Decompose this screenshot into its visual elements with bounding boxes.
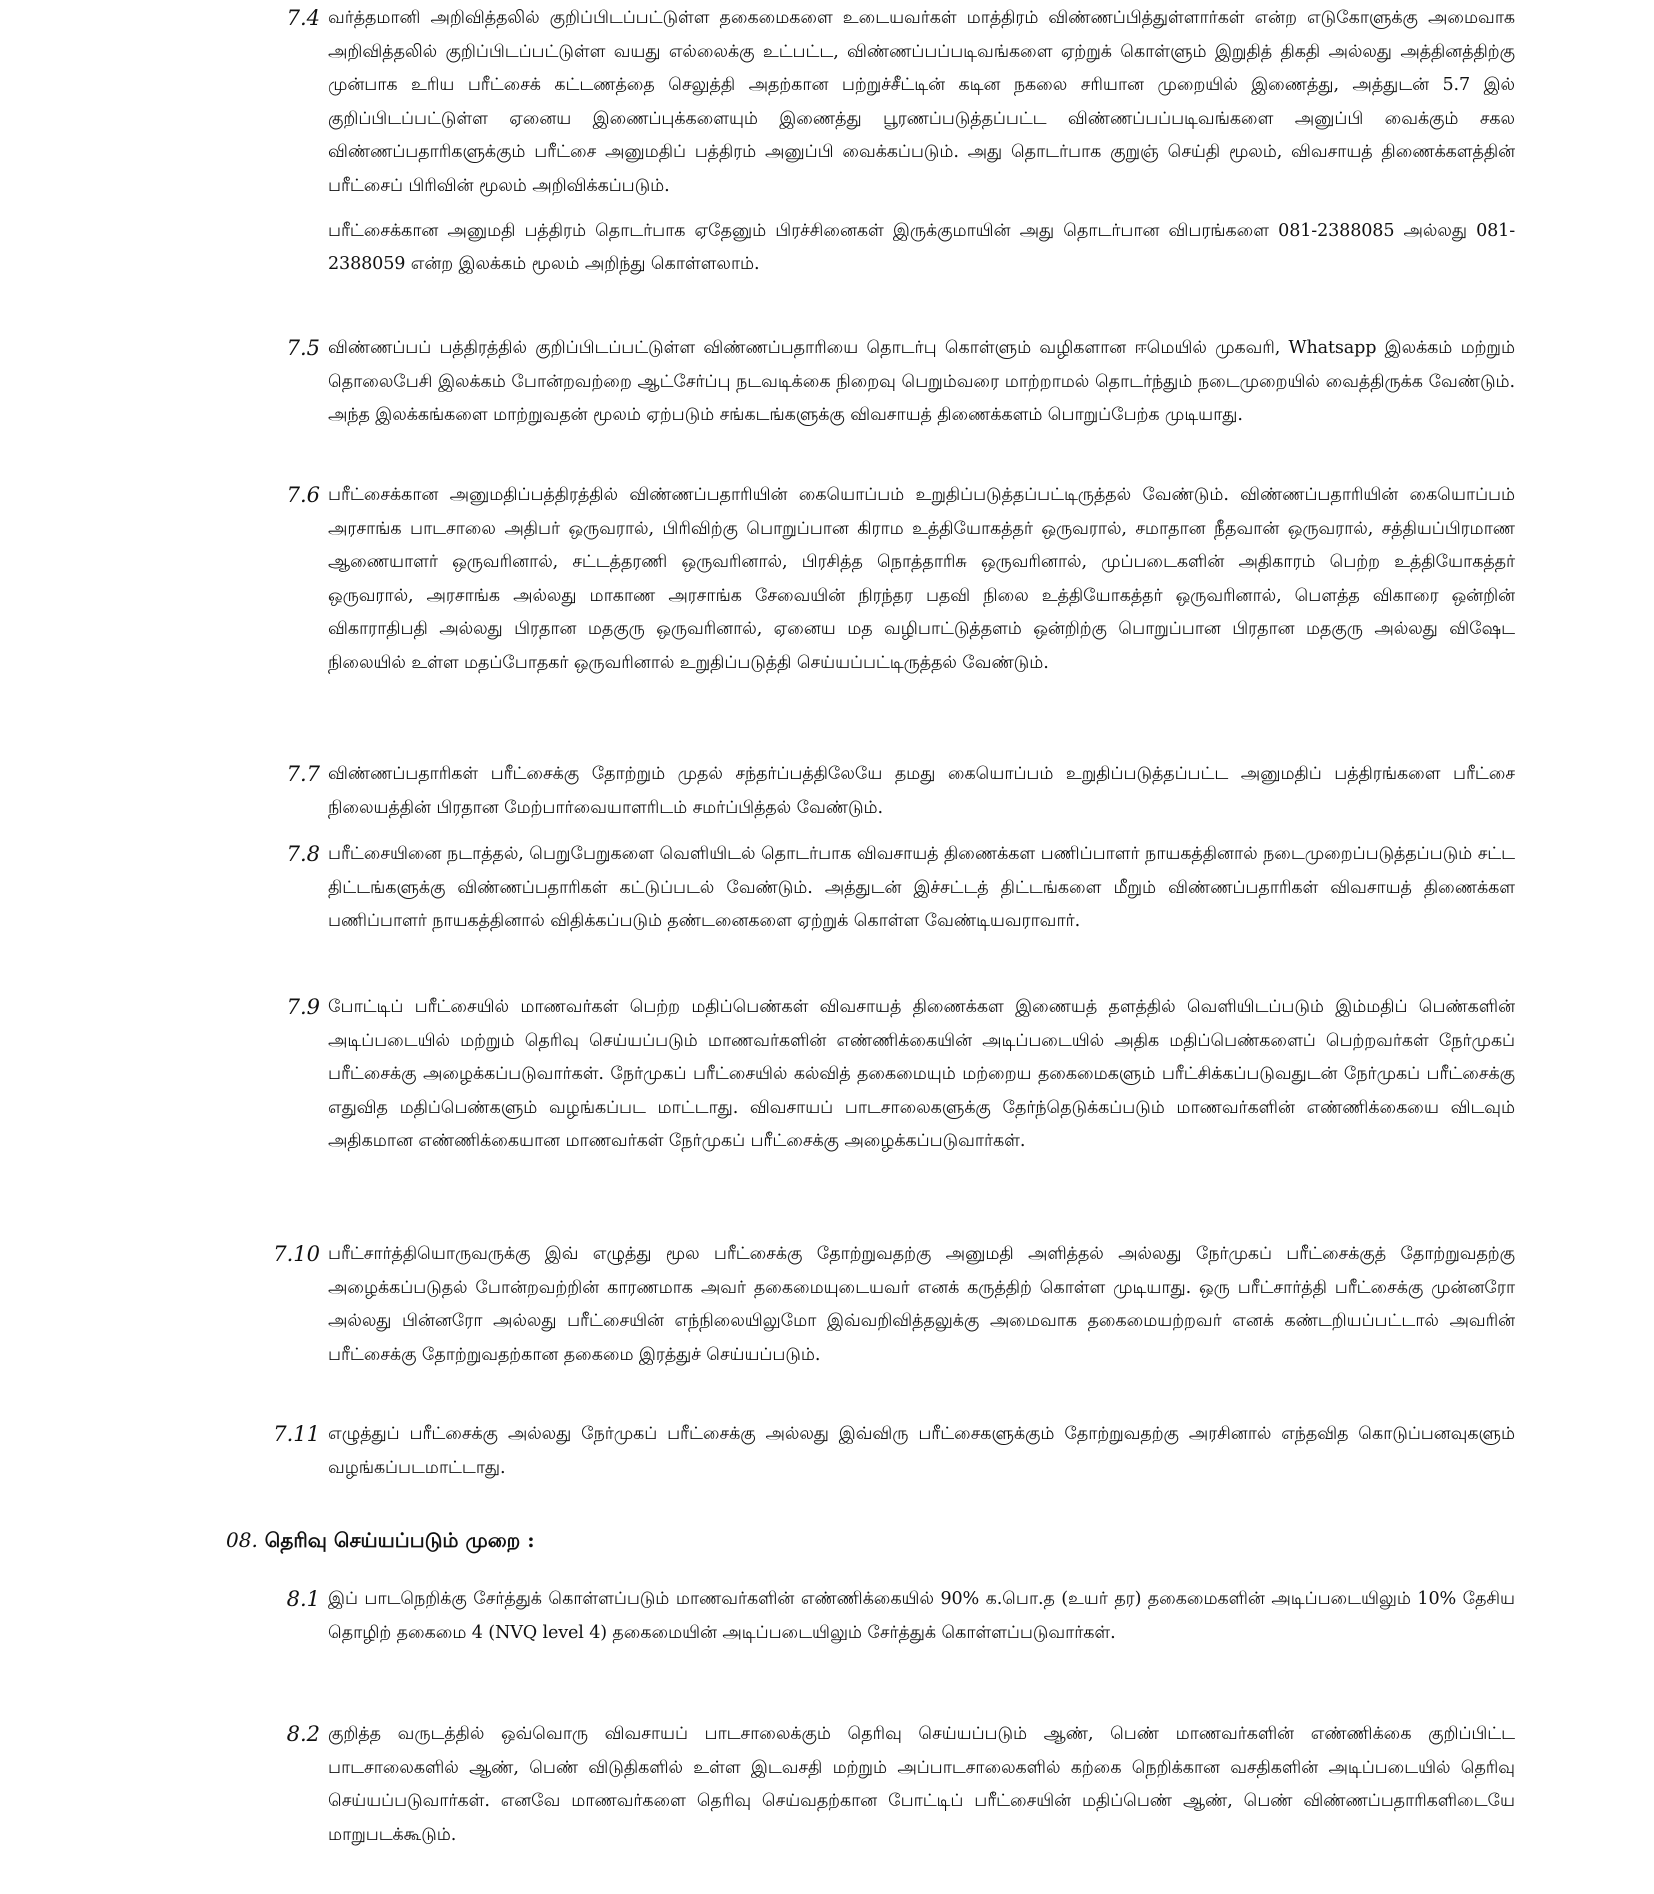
clause-number: 7.5 [286,336,320,360]
clause-paragraph: பரீட்சைக்கான அனுமதிப்பத்திரத்தில் விண்ணப்பதாரியின் கையொப்பம் உறுதிப்படுத்தப்பட்டிருத்தல் வேண்டும். விண்ணப்பதாரியின் கையொப்பம் அரசாங்க பாடசாலை அதிபர் ஒருவரால், பிரிவிற்கு பொறுப்பான கிராம உத்தியோகத்தர் ஒருவரால், சமாதான நீதவான் ஒருவரால், சத்தியப்பிரமாண ஆணையாளர் ஒருவரினால், சட்டத்தரணி ஒருவரினால், பிரசித்த நொத்தாரிசு ஒருவரினால், முப்படைகளின் அதிகாரம் பெற்ற உத்தியோகத்தர் ஒருவரால், அரசாங்க அல்லது மாகாண அரசாங்க சேவையின் நிரந்தர பதவி நிலை உத்தியோகத்தர் ஒருவரினால், பௌத்த விகாரை ஒன்றின் விகாராதிபதி அல்லது பிரதான மதகுரு ஒருவரினால், ஏனைய மத வழிபாட்டுத்தளம் ஒன்றிற்கு பொறுப்பான பிரதான மதகுரு அல்லது விஷேட நிலையில் உள்ள மதப்போதகர் ஒருவரினால் உறுதிப்படுத்தி செய்யப்பட்டிருத்தல் வேண்டும். [328,485,1515,673]
clause-paragraph: வர்த்தமானி அறிவித்தலில் குறிப்பிடப்பட்டுள்ள தகைமைகளை உடையவர்கள் மாத்திரம் விண்ணப்பித்துள்ளார்கள் என்ற எடுகோளுக்கு அமைவாக அறிவித்தலில் குறிப்பிடப்பட்டுள்ள வயது எல்லைக்கு உட்பட்ட, விண்ணப்பப்படிவங்களை ஏற்றுக் கொள்ளும் இறுதித் திகதி அல்லது அத்தினத்திற்கு முன்பாக உரிய பரீட்சைக் கட்டணத்தை செலுத்தி அதற்கான பற்றுச்சீட்டின் கடின நகலை சரியான முறையில் இணைத்து, அத்துடன் 5.7 இல் குறிப்பிடப்பட்டுள்ள ஏனைய இணைப்புக்களையும் இணைத்து பூரணப்படுத்தப்பட்ட விண்ணப்பப்படிவங்களை அனுப்பி வைக்கும் சகல விண்ணப்பதாரிகளுக்கும் பரீட்சை அனுமதிப் பத்திரம் அனுப்பி வைக்கப்படும். அது தொடர்பாக குறுஞ் செய்தி மூலம், விவசாயத் திணைக்களத்தின் பரீட்சைப் பிரிவின் மூலம் அறிவிக்கப்படும். [328,8,1515,196]
section-heading-08 [226,1523,535,1557]
clause-paragraph: பரீட்சையினை நடாத்தல், பெறுபேறுகளை வெளியிடல் தொடர்பாக விவசாயத் திணைக்கள பணிப்பாளர் நாயகத்தினால் நடைமுறைப்படுத்தப்படும் சட்ட திட்டங்களுக்கு விண்ணப்பதாரிகள் கட்டுப்படல் வேண்டும். அத்துடன் இச்சட்டத் திட்டங்களை மீறும் விண்ணப்பதாரிகள் விவசாயத் திணைக்கள பணிப்பாளர் நாயகத்தினால் விதிக்கப்படும் தண்டனைகளை ஏற்றுக் கொள்ள வேண்டியவராவார். [328,844,1515,932]
clause-number: 7.8 [286,842,320,866]
clause-7-7 [260,758,1515,825]
clause-8-1 [260,1583,1515,1650]
clause-number: 8.2 [286,1722,320,1746]
clause-paragraph: விண்ணப்பப் பத்திரத்தில் குறிப்பிடப்பட்டுள்ள விண்ணப்பதாரியை தொடர்பு கொள்ளும் வழிகளான ஈமெயில் முகவரி, Whatsapp இலக்கம் மற்றும் தொலைபேசி இலக்கம் போன்றவற்றை ஆட்சேர்ப்பு நடவடிக்கை நிறைவு பெறும்வரை மாற்றாமல் தொடர்ந்தும் நடைமுறையில் வைத்திருக்க வேண்டும். அந்த இலக்கங்களை மாற்றுவதன் மூலம் ஏற்படும் சங்கடங்களுக்கு விவசாயத் திணைக்களம் பொறுப்பேற்க முடியாது. [328,338,1515,426]
clause-7-9 [260,991,1515,1159]
clause-number: 7.7 [286,762,320,786]
clause-number: 7.10 [273,1242,320,1266]
clause-paragraph: எழுத்துப் பரீட்சைக்கு அல்லது நேர்முகப் பரீட்சைக்கு அல்லது இவ்விரு பரீட்சைகளுக்கும் தோற்றுவதற்கு அரசினால் எந்தவித கொடுப்பனவுகளும் வழங்கப்படமாட்டாது. [328,1424,1515,1478]
clause-7-4 [260,2,1515,282]
clause-paragraph: போட்டிப் பரீட்சையில் மாணவர்கள் பெற்ற மதிப்பெண்கள் விவசாயத் திணைக்கள இணையத் தளத்தில் வெளியிடப்படும் இம்மதிப் பெண்களின் அடிப்படையில் மற்றும் தெரிவு செய்யப்படும் மாணவர்களின் எண்ணிக்கையின் அடிப்படையில் அதிக மதிப்பெண்களைப் பெற்றவர்கள் நேர்முகப் பரீட்சைக்கு அழைக்கப்படுவார்கள். நேர்முகப் பரீட்சையில் கல்வித் தகைமையும் மற்றைய தகைமைகளும் பரீட்சிக்கப்படுவதுடன் நேர்முகப் பரீட்சைக்கு எதுவித மதிப்பெண்களும் வழங்கப்பட மாட்டாது. விவசாயப் பாடசாலைகளுக்கு தேர்ந்தெடுக்கப்படும் மாணவர்களின் எண்ணிக்கையை விடவும் அதிகமான எண்ணிக்கையான மாணவர்கள் நேர்முகப் பரீட்சைக்கு அழைக்கப்படுவார்கள். [328,997,1515,1152]
clause-7-5 [260,332,1515,433]
clause-paragraph: குறித்த வருடத்தில் ஒவ்வொரு விவசாயப் பாடசாலைக்கும் தெரிவு செய்யப்படும் ஆண், பெண் மாணவர்களின் எண்ணிக்கை குறிப்பிட்ட பாடசாலைகளில் ஆண், பெண் விடுதிகளில் உள்ள இடவசதி மற்றும் அப்பாடசாலைகளில் கற்கை நெறிக்கான வசதிகளின் அடிப்படையில் தெரிவு செய்யப்படுவார்கள். எனவே மாணவர்களை தெரிவு செய்வதற்கான போட்டிப் பரீட்சையின் மதிப்பெண் ஆண், பெண் விண்ணப்பதாரிகளிடையே மாறுபடக்கூடும். [328,1724,1515,1845]
clause-number: 7.4 [286,6,320,30]
clause-number: 8.1 [286,1587,320,1611]
clause-paragraph: இப் பாடநெறிக்கு சேர்த்துக் கொள்ளப்படும் மாணவர்களின் எண்ணிக்கையில் 90% க.பொ.த (உயர் தர) தகைமைகளின் அடிப்படையிலும் 10% தேசிய தொழிற் தகைமை 4 (NVQ level 4) தகைமையின் அடிப்படையிலும் சேர்த்துக் கொள்ளப்படுவார்கள். [328,1589,1515,1643]
clause-paragraph: பரீட்சார்த்தியொருவருக்கு இவ் எழுத்து மூல பரீட்சைக்கு தோற்றுவதற்கு அனுமதி அளித்தல் அல்லது நேர்முகப் பரீட்சைக்குத் தோற்றுவதற்கு அழைக்கப்படுதல் போன்றவற்றின் காரணமாக அவர் தகைமையுடையவர் எனக் கருத்திற் கொள்ள முடியாது. ஒரு பரீட்சார்த்தி பரீட்சைக்கு முன்னரோ அல்லது பின்னரோ அல்லது பரீட்சையின் எந்நிலையிலுமோ இவ்வறிவித்தலுக்கு அமைவாக தகைமையற்றவர் எனக் கண்டறியப்பட்டால் அவரின் பரீட்சைக்கு தோற்றுவதற்கான தகைமை இரத்துச் செய்யப்படும். [328,1244,1515,1365]
clause-paragraph: விண்ணப்பதாரிகள் பரீட்சைக்கு தோற்றும் முதல் சந்தர்ப்பத்திலேயே தமது கையொப்பம் உறுதிப்படுத்தப்பட்ட அனுமதிப் பத்திரங்களை பரீட்சை நிலையத்தின் பிரதான மேற்பார்வையாளரிடம் சமர்ப்பித்தல் வேண்டும். [328,764,1515,818]
section-title: தெரிவு செய்யப்படும் முறை : [264,1528,535,1552]
clause-8-2 [260,1718,1515,1852]
clause-number: 7.6 [286,483,320,507]
clause-7-6 [260,479,1515,681]
clause-7-11 [260,1418,1515,1485]
clause-number: 7.11 [273,1422,320,1446]
clause-paragraph-contact: பரீட்சைக்கான அனுமதி பத்திரம் தொடர்பாக ஏதேனும் பிரச்சினைகள் இருக்குமாயின் அது தொடர்பான விபரங்களை 081-2388085 அல்லது 081-2388059 என்ற இலக்கம் மூலம் அறிந்து கொள்ளலாம். [328,220,1515,275]
section-number: 08. [226,1528,258,1552]
clause-7-8 [260,838,1515,939]
clause-number: 7.9 [286,995,320,1019]
clause-7-10 [260,1238,1515,1372]
